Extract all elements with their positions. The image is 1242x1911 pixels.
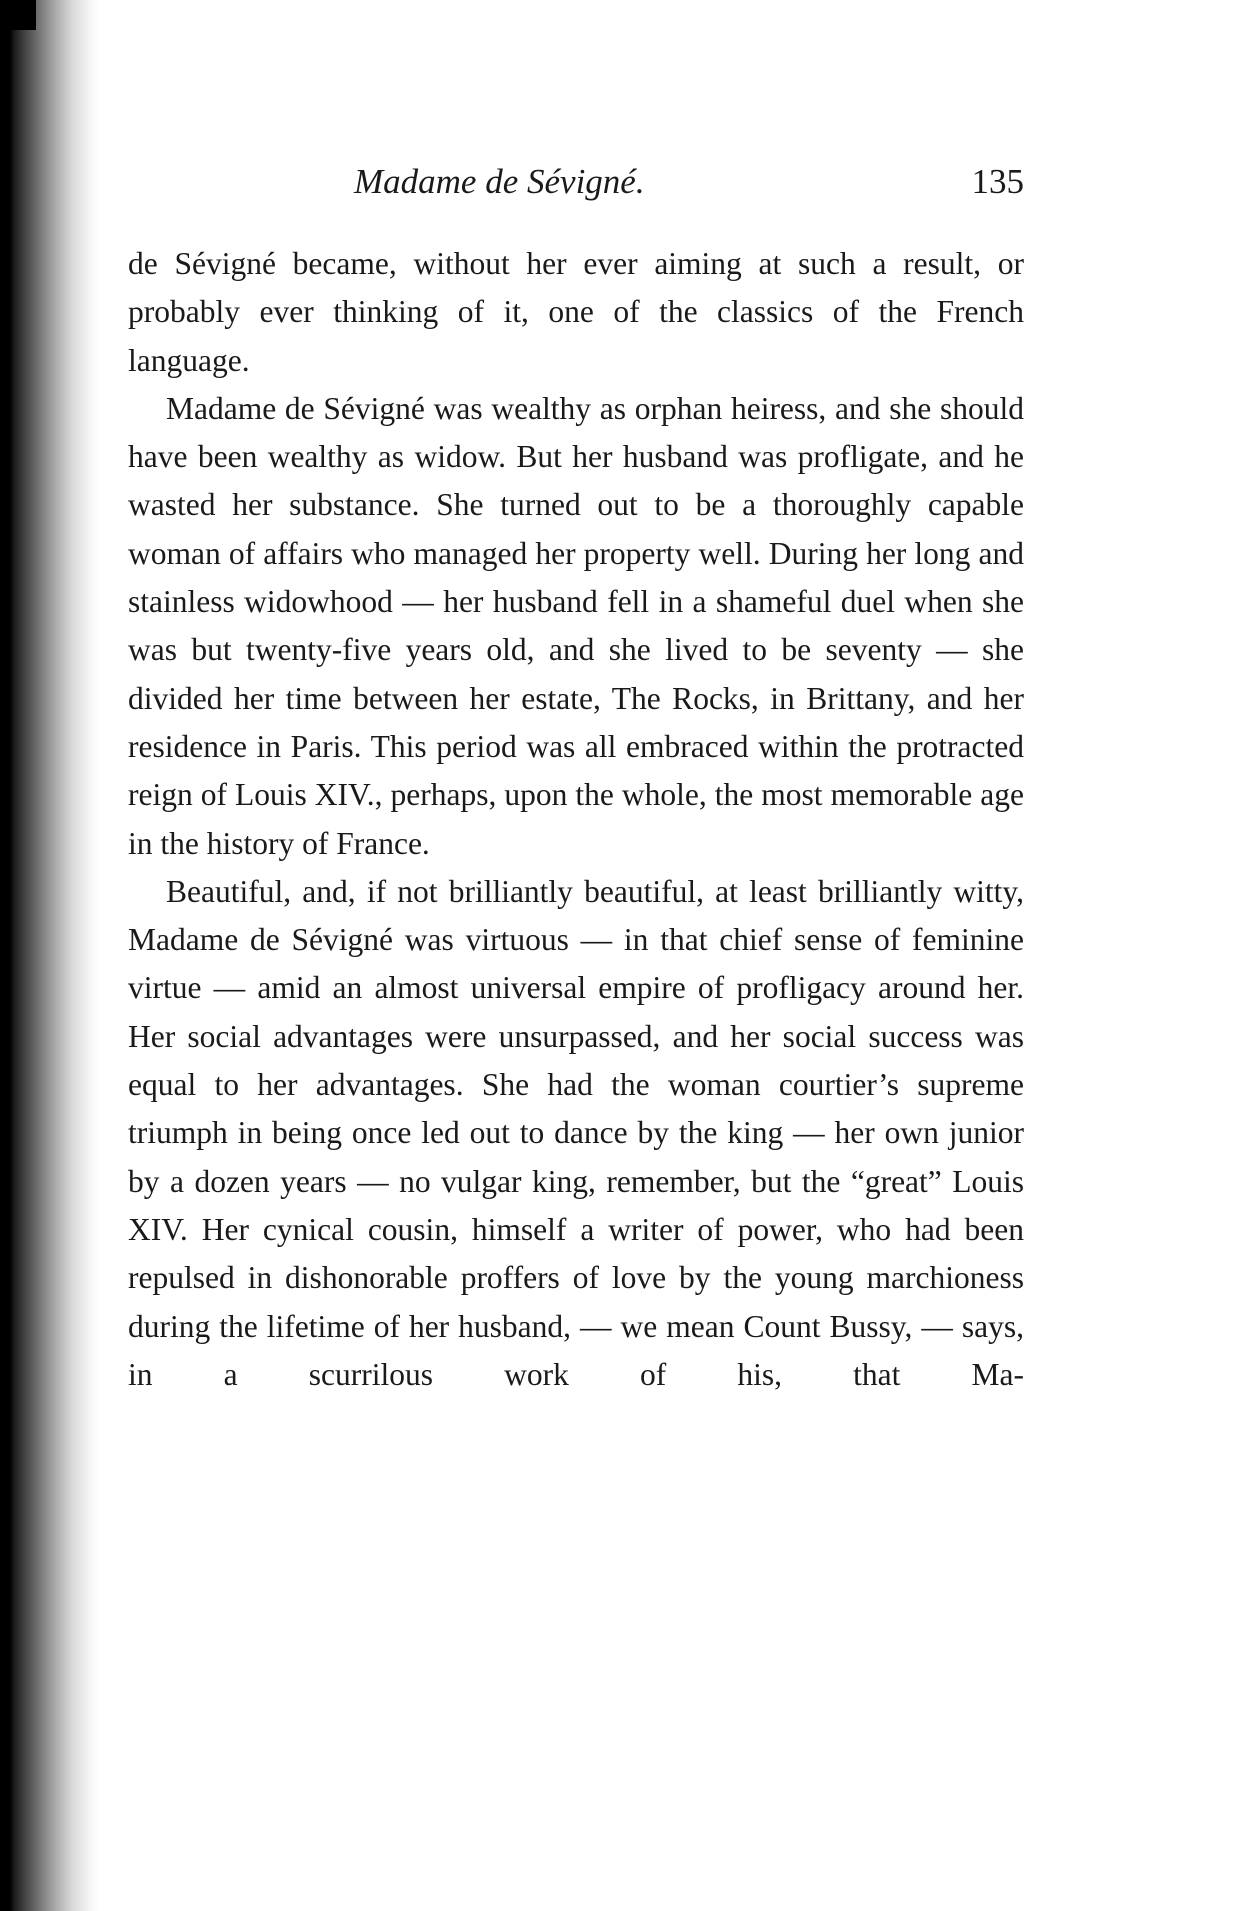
running-title: Madame de Sévigné. (354, 162, 645, 201)
paragraph-beauty-and-court: Beautiful, and, if not brilliantly beautiful, at least brilliantly witty, Madame de Sévigné was virtuous — in that chief sense of feminine virtue — amid an almost universal empire of profligacy around her. Her social advantages were unsurpassed, and her social success was equal to her advantages. She had the woman courtier’s supreme triumph in being once led out to dance by the king — her own junior by a dozen years — no vulgar king, remember, but the “great” Louis XIV. Her cynical cousin, himself a writer of power, who had been repulsed in dishonorable proffers of love by the young marchioness during the lifetime of her husband, — we mean Count Bussy, — says, in a scurrilous work of his, that Ma- (128, 873, 1024, 1392)
paragraph-wealth-and-widowhood: Madame de Sévigné was wealthy as orphan heiress, and she should have been wealthy as widow. But her husband was profligate, and he wasted her substance. She turned out to be a thoroughly capable woman of affairs who managed her property well. During her long and stainless widowhood — her husband fell in a shameful duel when she was but twenty-five years old, and she lived to be seventy — she divided her time between her estate, The Rocks, in Brittany, and her residence in Paris. This period was all embraced within the protracted reign of Louis XIV., perhaps, upon the whole, the most memorable age in the history of France. (128, 390, 1024, 861)
page-number: 135 (971, 162, 1024, 201)
scan-edge-mark (0, 0, 36, 30)
book-spine-shadow (0, 0, 100, 1911)
paragraph-continued: de Sévigné became, without her ever aiming at such a result, or probably ever thinking of it, one of the classics of the French language. (128, 246, 1024, 378)
body-text (128, 240, 1024, 1399)
running-head (128, 160, 1024, 220)
